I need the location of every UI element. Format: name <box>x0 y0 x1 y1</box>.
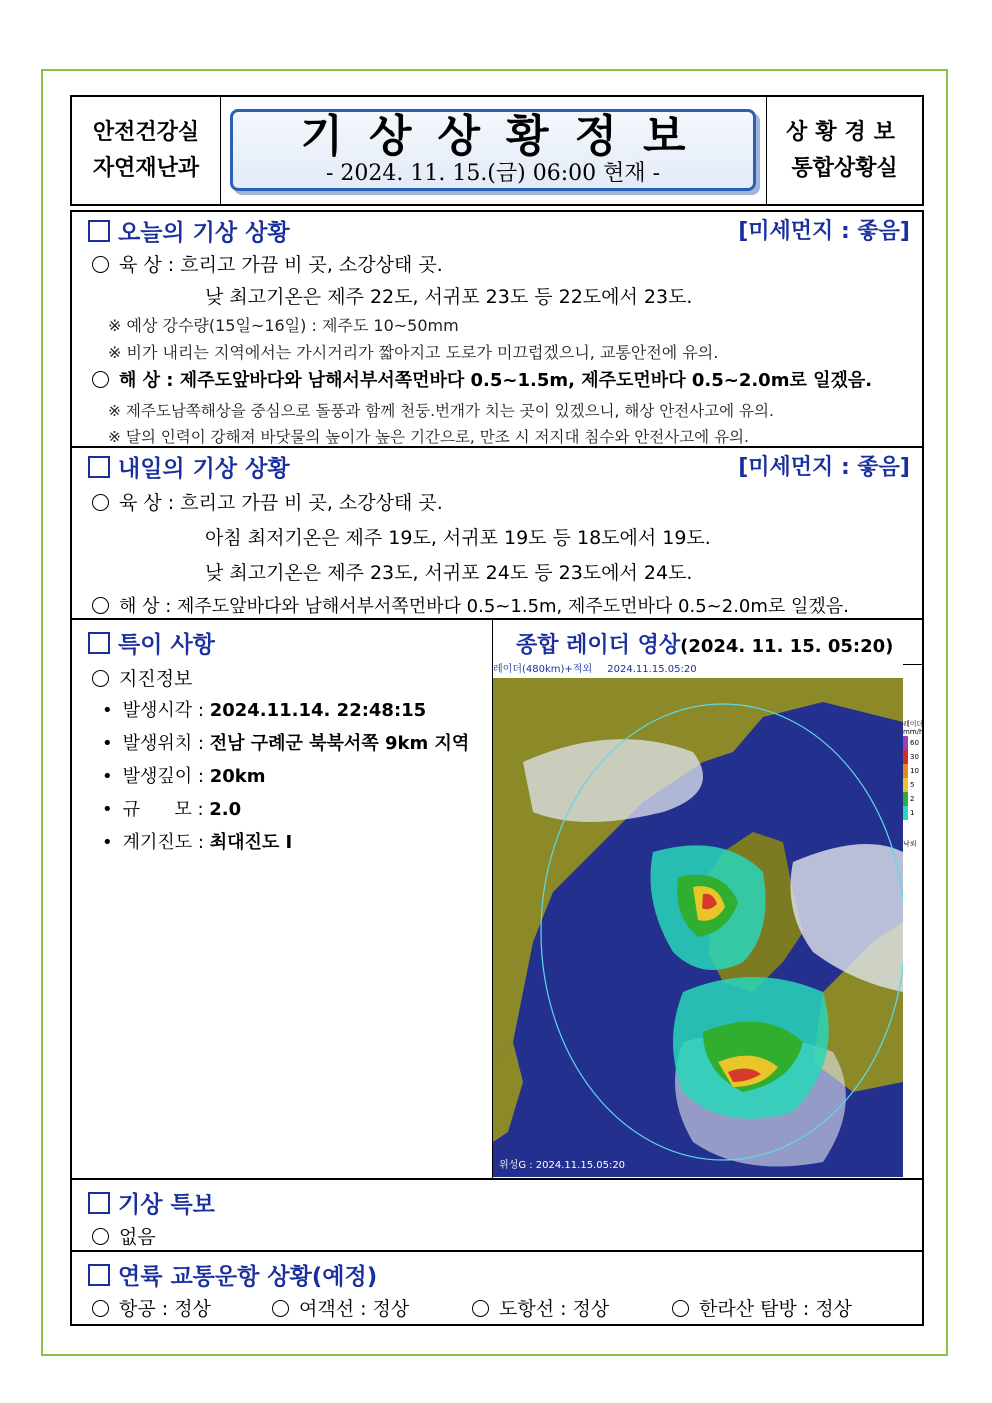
legend-entry <box>903 750 923 764</box>
tomorrow-land: 육 상 : 흐리고 가끔 비 곳, 소강상태 곳. <box>92 488 443 515</box>
quake-info-value: 2024.11.14. 22:48:15 <box>209 700 427 721</box>
bullet-icon: • <box>102 733 113 754</box>
quake-info-item <box>102 828 292 854</box>
today-note-tide: ※ 달의 인력이 강해져 바닷물의 높이가 높은 기간으로, 만조 시 저지대 침수와 안전사고에 유의. <box>108 428 749 446</box>
traffic-item-text: 한라산 탐방 : 정상 <box>699 1298 852 1320</box>
report-date: - 2024. 11. 15.(금) 06:00 현재 - <box>325 161 661 186</box>
circle-icon <box>272 1300 289 1317</box>
situation-room-line1: 상황경보 <box>785 119 903 145</box>
quake-info-label: 규 모 : <box>122 799 210 820</box>
checkbox-icon <box>88 456 110 478</box>
radar-header <box>494 620 924 665</box>
radar-caption <box>493 662 903 678</box>
bullet-icon: • <box>102 700 113 721</box>
today-note-rain: ※ 예상 강수량(15일~16일) : 제주도 10~50mm <box>108 316 459 335</box>
legend-value: 5 <box>910 781 915 789</box>
quake-info-item <box>102 795 241 821</box>
division-name: 자연재난과 <box>92 155 200 181</box>
tomorrow-low-temp: 아침 최저기온은 제주 19도, 서귀포 19도 등 18도에서 19도. <box>205 527 711 549</box>
legend-value: 2 <box>910 795 915 803</box>
circle-icon <box>92 256 109 273</box>
legend-entry <box>903 778 923 792</box>
traffic-item <box>672 1294 852 1321</box>
legend-value: 10 <box>910 767 919 775</box>
warning-value: 없음 <box>92 1222 156 1249</box>
checkbox-icon <box>88 220 110 242</box>
today-sea: 해 상 : 제주도앞바다와 남해서부서쪽먼바다 0.5~1.5m, 제주도먼바다 0.5~2.0m로 일겠음. <box>92 366 872 392</box>
traffic-title: 연륙 교통운항 상황(예정) <box>88 1258 377 1291</box>
circle-icon <box>92 494 109 511</box>
traffic-item <box>472 1294 609 1321</box>
radar-footer: 위성G : 2024.11.15.05:20 <box>499 1160 626 1171</box>
today-land-temp: 낮 최고기온은 제주 22도, 서귀포 23도 등 22도에서 23도. <box>205 286 693 308</box>
circle-icon <box>92 1228 109 1245</box>
bullet-icon: • <box>102 799 113 820</box>
quake-heading: 지진정보 <box>92 664 192 691</box>
radar-image <box>493 662 903 1177</box>
checkbox-icon <box>88 1192 110 1214</box>
today-note-thunder: ※ 제주도남쪽해상을 중심으로 돌풍과 함께 천둥.번개가 치는 곳이 있겠으니, 해상 안전사고에 유의. <box>108 402 774 420</box>
legend-swatch <box>903 806 908 820</box>
traffic-item <box>92 1294 211 1321</box>
circle-icon <box>472 1300 489 1317</box>
circle-icon <box>92 1300 109 1317</box>
radar-caption-label: 레이더(480km)+적외 <box>493 664 593 675</box>
today-section <box>70 210 924 448</box>
bullet-icon: • <box>102 766 113 787</box>
issuer-department <box>72 97 221 204</box>
today-title: 오늘의 기상 상황 <box>88 214 290 247</box>
legend-value: 30 <box>910 753 919 761</box>
special-title: 특이 사항 <box>88 626 215 659</box>
quake-info-value: 2.0 <box>209 799 242 820</box>
tomorrow-section <box>70 446 924 620</box>
tomorrow-high-temp: 낮 최고기온은 제주 23도, 서귀포 24도 등 23도에서 24도. <box>205 562 693 584</box>
legend-entry <box>903 806 923 820</box>
traffic-item-text: 항공 : 정상 <box>119 1298 211 1320</box>
checkbox-icon <box>88 1264 110 1286</box>
legend-value: 1 <box>910 809 915 817</box>
quake-info-label: 계기진도 : <box>122 832 210 853</box>
quake-info-item <box>102 762 265 788</box>
legend-entry <box>903 792 923 806</box>
situation-room <box>766 97 922 204</box>
legend-swatch <box>903 778 908 792</box>
circle-icon <box>672 1300 689 1317</box>
legend-unit: mm/h <box>903 728 923 736</box>
radar-map <box>493 662 903 1177</box>
today-dust: [미세먼지 : 좋음] <box>738 219 910 244</box>
tomorrow-sea: 해 상 : 제주도앞바다와 남해서부서쪽먼바다 0.5~1.5m, 제주도먼바다 0.5~2.0m로 일겠음. <box>92 592 849 618</box>
traffic-item <box>272 1294 409 1321</box>
report-header <box>70 95 924 206</box>
radar-legend <box>903 720 923 890</box>
legend-swatch <box>903 764 908 778</box>
circle-icon <box>92 371 109 388</box>
today-note-traffic: ※ 비가 내리는 지역에서는 가시거리가 짧아지고 도로가 미끄럽겠으니, 교통안전에 유의. <box>108 343 719 362</box>
legend-swatch <box>903 736 908 750</box>
title-box <box>230 109 756 191</box>
department-name: 안전건강실 <box>92 119 200 145</box>
radar-caption-time: 2024.11.15.05:20 <box>607 664 697 675</box>
tomorrow-dust: [미세먼지 : 좋음] <box>738 455 910 480</box>
traffic-item-text: 도항선 : 정상 <box>499 1298 610 1320</box>
legend-swatch <box>903 792 908 806</box>
radar-title: 종합 레이더 영상 <box>516 633 681 658</box>
quake-info-label: 발생시각 : <box>122 700 210 721</box>
radar-time: (2024. 11. 15. 05:20) <box>680 636 894 657</box>
checkbox-icon <box>88 632 110 654</box>
today-land: 육 상 : 흐리고 가끔 비 곳, 소강상태 곳. <box>92 250 443 277</box>
report-title: 기상상황정보 <box>300 111 712 162</box>
warning-title: 기상 특보 <box>88 1186 215 1219</box>
warning-section <box>70 1178 924 1252</box>
circle-icon <box>92 670 109 687</box>
quake-info-value: 최대진도 I <box>209 832 293 853</box>
quake-info-value: 전남 구례군 북북서쪽 9km 지역 <box>209 733 470 754</box>
legend-lightning: 낙뢰 <box>903 840 917 848</box>
traffic-item-text: 여객선 : 정상 <box>299 1298 410 1320</box>
quake-info-item <box>102 696 426 722</box>
legend-entry <box>903 736 923 750</box>
quake-info-label: 발생위치 : <box>122 733 210 754</box>
legend-bars <box>903 736 923 820</box>
quake-info-value: 20km <box>209 766 266 787</box>
circle-icon <box>92 597 109 614</box>
quake-info-label: 발생깊이 : <box>122 766 210 787</box>
quake-info-item <box>102 729 469 755</box>
legend-swatch <box>903 750 908 764</box>
situation-room-line2: 통합상황실 <box>791 155 898 181</box>
traffic-section <box>70 1250 924 1326</box>
tomorrow-title: 내일의 기상 상황 <box>88 450 290 483</box>
bullet-icon: • <box>102 832 113 853</box>
legend-entry <box>903 764 923 778</box>
legend-title: 레이더 <box>903 720 923 728</box>
legend-value: 60 <box>910 739 919 747</box>
